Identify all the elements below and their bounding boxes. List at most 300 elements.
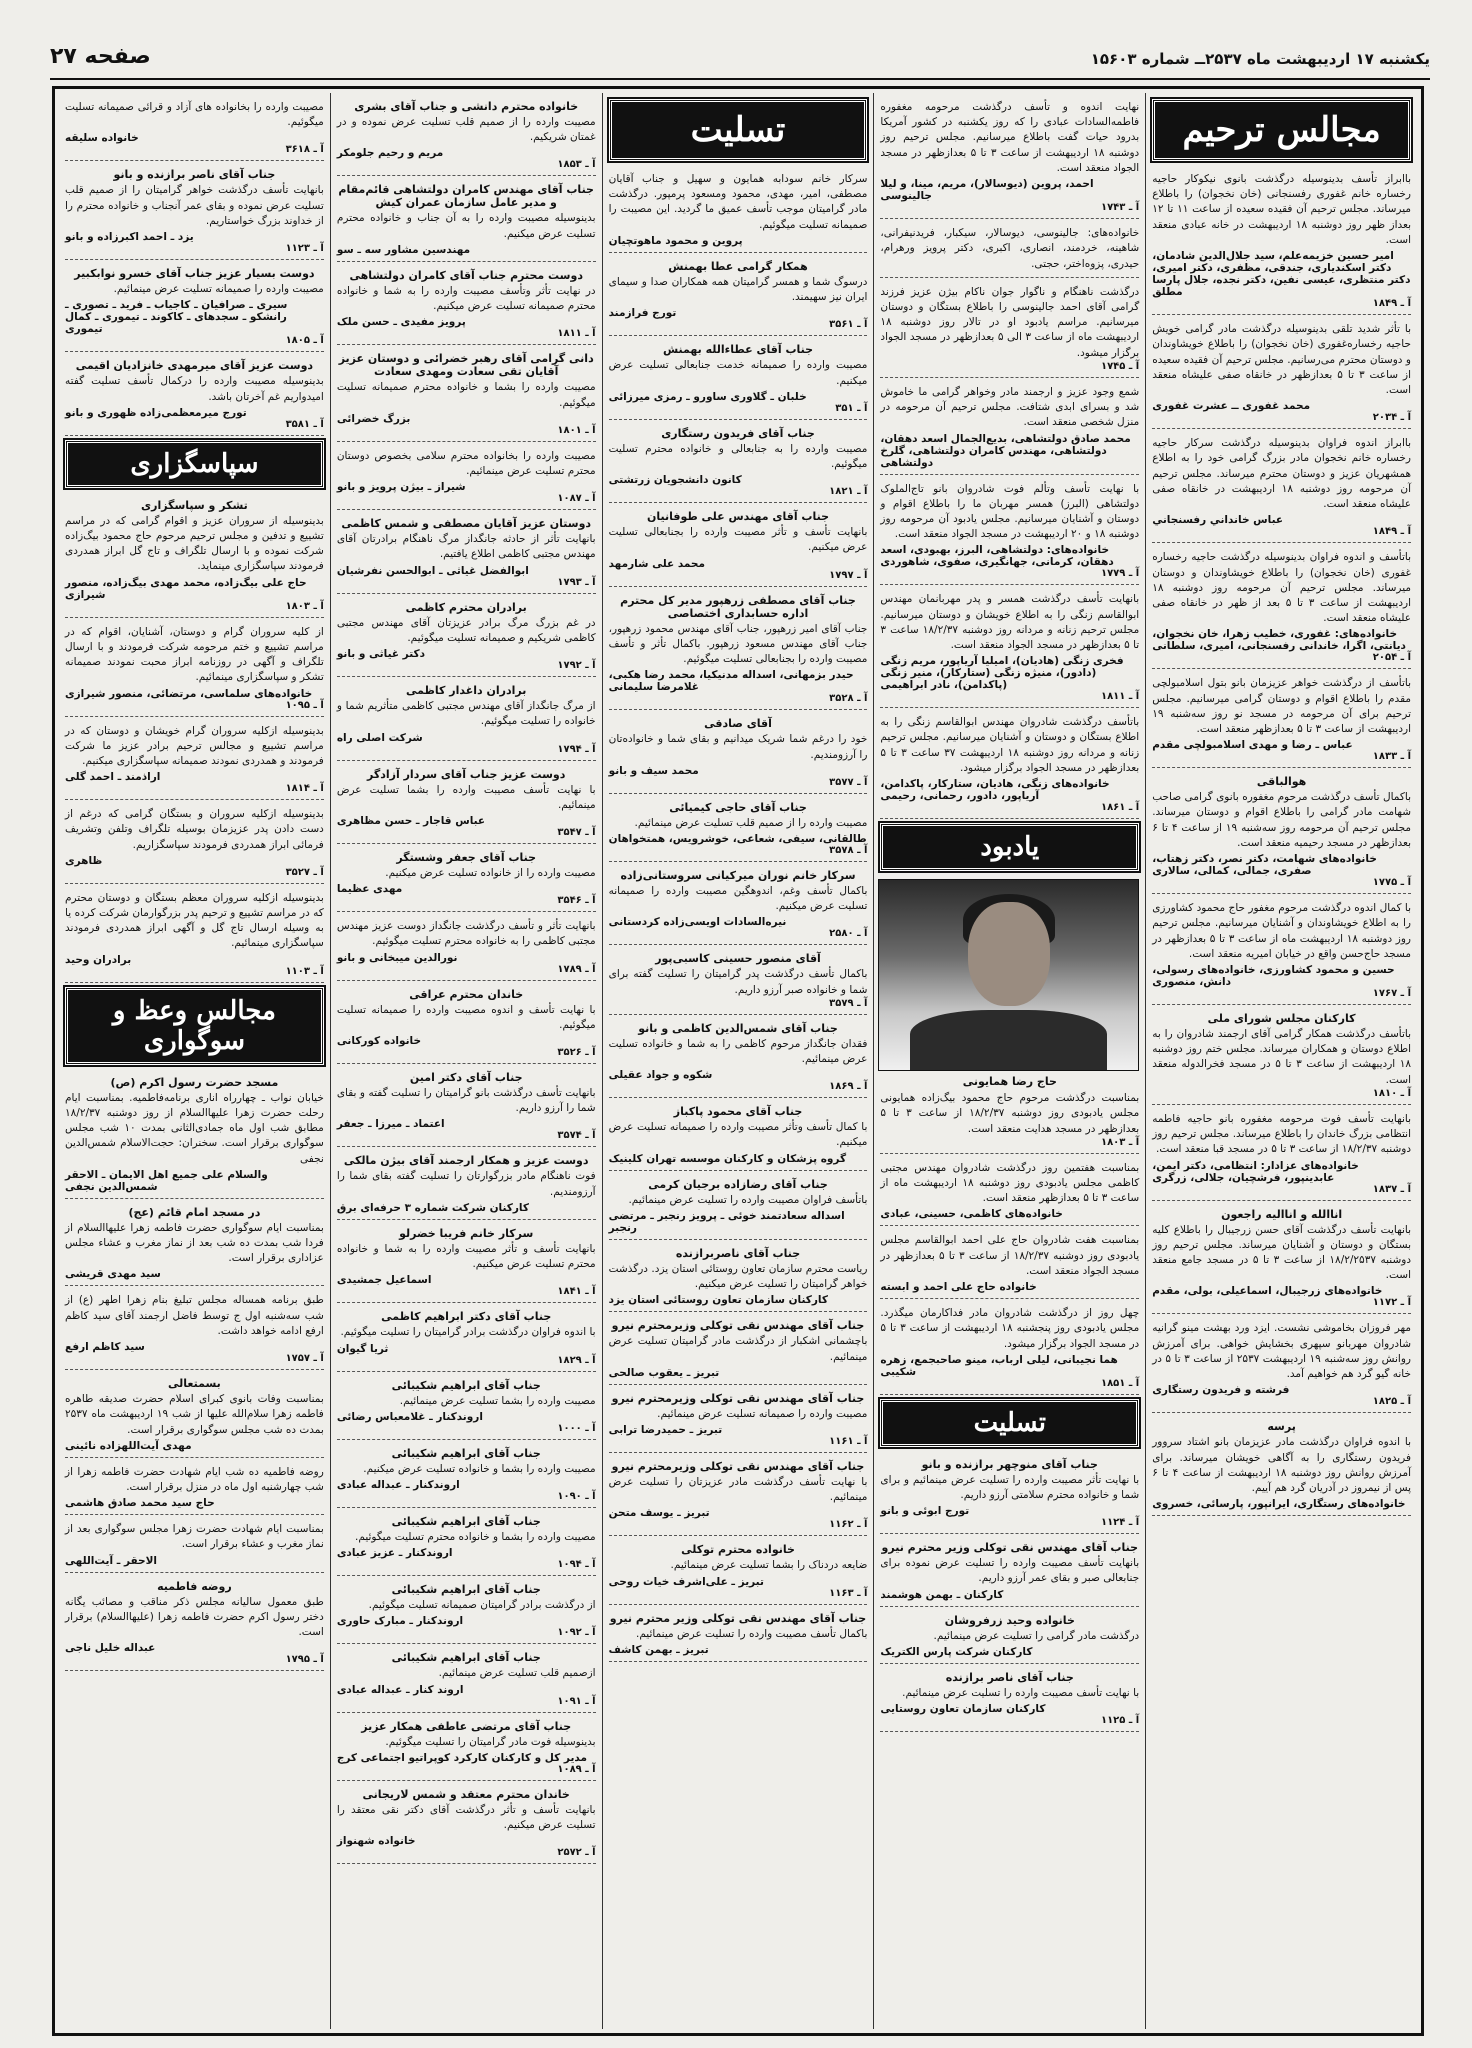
notice-code: آ ـ ۱۰۹۰	[557, 1491, 596, 1502]
notice-item	[609, 1019, 868, 1098]
notice-item	[337, 97, 596, 176]
notice-body: درگذشت مادر گرامی را تسلیت عرض مینمائیم.	[933, 1629, 1140, 1642]
notice-signature: والسلام علی جمیع اهل الایمان ـ الاحقر شمس‌الدین نجفی	[65, 1168, 268, 1193]
notice-body: ضایعه دردناک را بشما تسلیت عرض مینمائیم.	[670, 1559, 868, 1572]
notice-heading: جناب آقای حاجی کیمیائی	[669, 800, 807, 814]
notice-code: آ ـ ۱۰۹۲	[557, 1627, 596, 1639]
notice-code: آ ـ ۱۱۷۲	[1372, 1297, 1411, 1309]
notice-code: آ ـ ۱۸۲۱	[829, 486, 868, 498]
notice-item	[65, 1290, 324, 1370]
notice-body: باکمال تأسف درگذشت پدر گرامیتان را تسلیت گفته برای شما و خانواده صبر آرزو داریم.	[608, 968, 868, 996]
notice-item	[1152, 1205, 1411, 1315]
notice-signature: تبریز ـ یوسف متحن	[608, 1507, 710, 1520]
notice-item	[337, 446, 596, 510]
notice-body: باتأسف درگذشت شادروان مهندس ابوالقاسم زنگی را به اطلاع بستگان و دوستان و آشنایان میرسانیم. مجلس ترحیم زنانه و مردانه روز دوشنبه ۱۸ اردیبهشت ۳۷ ساعت ۳ تا ۵ بعدازظهر در مسجد الجواد برگزار میشود.	[880, 716, 1140, 774]
notice-signature: کارکنان شرکت شماره ۳ حرفه‌ای برق	[336, 1201, 529, 1214]
notice-signature: خانواده‌های زرجیبال، اسماعیلی، بولی، مقدم	[1152, 1285, 1383, 1298]
notice-item	[1152, 772, 1411, 894]
notice-item	[337, 266, 596, 345]
notices-list	[65, 1073, 324, 1672]
notices-list	[65, 496, 324, 983]
notice-item	[65, 356, 324, 435]
notice-item	[880, 479, 1139, 586]
notice-item	[337, 681, 596, 760]
notice-body: مصیبت وارده را بخانواده محترم سلامی بخصوص دوستان محترم تسلیت عرض مینمائیم.	[336, 449, 596, 477]
column-2	[873, 93, 1145, 2029]
notice-body: طبق معمول سالیانه مجلس ذکر مناقب و مصائب یگانه دختر رسول اکرم حضرت فاطمه زهرا (علیهاالسلام) برقرار است.	[65, 1595, 324, 1639]
notice-code: آ ـ ۱۷۹۲	[557, 660, 596, 672]
notice-code: آ ـ ۱۰۸۹	[557, 1763, 596, 1775]
notice-code: آ ـ ۳۵۲۶	[557, 1047, 596, 1059]
notice-body: باتأسف درگذشت همکار گرامی آقای ارجمند شادروان را به اطلاع دوستان و همکاران میرساند. مجلس ختم روز دوشنبه ۱۸ اردیبهشت از ساعت ۳ تا ۵ در مسجد فخرالدوله منعقد است.	[1152, 1028, 1412, 1086]
notice-body: ازصمیم قلب تسلیت عرض مینمائیم.	[438, 1667, 596, 1680]
notice-body: روضه فاطمیه ده شب ایام شهادت حضرت فاطمه زهرا از شب چهارشنبه اول ماه در منزل برقرار است.	[65, 1465, 324, 1493]
notice-item	[609, 1244, 868, 1312]
notice-body: مصیبت وارده را بشما و خانواده محترم تسلیت میگوئیم.	[355, 1531, 596, 1543]
notice-item	[65, 1073, 324, 1199]
notice-heading: جناب آقای مهندس نقی توکلی وزیرمحترم نیرو	[611, 1460, 865, 1473]
notice-signature: خانواده شهنواز	[336, 1835, 416, 1848]
notice-item	[337, 1648, 596, 1712]
notice-body: خیابان نواب ـ چهارراه اناری برنامه‌فاطمیه. بمناسبت ایام رحلت حضرت زهرا علیهاالسلام از روز دوشنبه ۱۸/۲/۳۷ مطابق شب اول ماه جمادی‌الثانی بمدت ۱۰ شب مجلس سوگواری برقرار است. سخنران: حجت‌الاسلام شمس‌الدین نجفی	[65, 1091, 324, 1165]
notice-body: بدینوسیله ازکلیه سروران معظم بستگان و دوستان محترم که در مراسم تشییع و ترحیم پدر بزرگوارمان شرکت کرده یا به وسیله ارسال تاج گل و آگهی ابراز همدردی فرمودند سپاسگزاری مینمائیم.	[65, 891, 324, 950]
notice-body: مصیبت وارده را بشما و خانواده محترم صمیمانه تسلیت میگوئیم.	[336, 381, 596, 409]
notice-code: آ ـ ۱۷۹۳	[557, 576, 596, 588]
notice-item	[880, 589, 1139, 708]
notice-code: آ ـ ۱۷۷۵	[1372, 877, 1411, 889]
notice-body: بمناسبت وفات بانوی کبرای اسلام حضرت صدیقه طاهره فاطمه زهرا سلام‌الله علیها از شب ۱۹ اردیبهشت ماه ۲۵۳۷ بمدت ده شب مجلس سوگواری برقرار است.	[65, 1393, 324, 1436]
issue-date: یکشنبه ۱۷ اردیبهشت ماه ۲۵۳۷ــ شماره ۱۵۶۰۳	[1090, 50, 1430, 68]
notice-code: آ ـ ۱۷۸۹	[557, 963, 596, 975]
notice-signature: شکوه و جواد عقیلی	[608, 1069, 713, 1082]
notice-item	[609, 507, 868, 586]
notice-heading: کارکنان مجلس شورای ملی	[1207, 1012, 1356, 1025]
notice-body: مصیبت وارده را از صمیم قلب تسلیت عرض مینمائیم.	[634, 816, 868, 829]
notice-code: آ ـ ۱۱۲۴	[1100, 1517, 1140, 1529]
photo-caption: حاج رضا همایونی	[962, 1075, 1057, 1089]
notice-signature: امیر حسین خزیمه‌علم، سید جلال‌الدین شادمان، دکتر اسکندیاری، جندقی، مظفری، دکتر امیری، دکتر منتظری، عیسی نفین، دکتر نجده، جلال پارسا مطلق	[1152, 250, 1411, 299]
notice-signature: حسین و محمود کشاورزی، خانواده‌های رسولی، دانش، منصوری	[1152, 964, 1395, 988]
notice-code: آ ـ ۲۵۸۰	[829, 928, 868, 940]
section-banner-vaz: مجالس وعظ و سوگواری	[65, 987, 324, 1065]
notice-body: با اندوه فراوان درگذشت مادر عزیزمان بانو اشتاد سروور فریدون رستگاری را به آگاهی خویشان میرساند. برای آمرزش روانش روز دوشنبه ۱۸ اردیبهشت از ساعت ۴ تا ۶ پس از نیمروز در آدریان گرد هم آییم.	[1152, 1436, 1411, 1494]
notice-item	[337, 349, 596, 441]
notice-heading: جناب آقای شمس‌الدین کاظمی و بانو	[638, 1021, 838, 1035]
notice-signature: اعتماد ـ میرزا ـ جعفر	[336, 1118, 445, 1131]
notice-code: آ ـ ۱۱۶۱	[829, 1436, 868, 1447]
notice-body: بمناسبت هفت شادروان حاج علی احمد ابوالقاسم مجلس یادبودی روز دوشنبه ۱۸/۲/۳۷ از ساعت ۳ تا ۵ بعدازظهر در مسجد الجواد منعقد است.	[880, 1234, 1140, 1277]
notice-heading: جناب آقای عطاءالله بهمنش	[662, 343, 814, 357]
notice-item	[337, 1785, 596, 1864]
notice-heading: خاندان محترم معتقد و شمس لاریجانی	[362, 1787, 570, 1801]
notice-item	[609, 1102, 868, 1170]
notice-code: آ ـ ۱۱۶۳	[829, 1587, 868, 1599]
notice-body: ریاست محترم سازمان تعاون روستائی استان یزد. درگذشت خواهر گرامیتان را تسلیت عرض میکنیم.	[608, 1262, 868, 1291]
notice-heading: جناب آقای ابراهیم شکیبائی	[391, 1651, 541, 1665]
notice-heading: جناب آقای مهندس علی طوفانیان	[646, 510, 830, 524]
notice-signature: یزد ـ احمد اکبرزاده و بانو	[65, 231, 194, 244]
notice-item	[337, 985, 596, 1064]
notice-body: خود را درغم شما شریک میدانیم و بقای شما و خانواده‌تان را آرزومندیم.	[608, 733, 868, 761]
notice-body: مصیبت وارده را از صمیم قلب تسلیت عرض نموده و در غمتان شریکیم.	[336, 116, 596, 144]
notice-heading: جناب آقای ابراهیم شکیبائی	[391, 1378, 541, 1392]
notice-body: فقدان جانگداز مرحوم کاظمی را به شما و خانواده تسلیت عرض مینمائیم.	[608, 1037, 868, 1066]
notice-code: آ ـ ۱۸۵۳	[557, 159, 596, 171]
notice-code: آ ـ ۱۰۹۴	[557, 1559, 596, 1571]
notice-item	[880, 712, 1139, 819]
notice-body: مصیبت وارده را صمیمانه تسلیت عرض مینمائیم.	[657, 1407, 868, 1420]
portrait-suit	[910, 1010, 1107, 1070]
column-3	[602, 93, 874, 2029]
notice-body: با نهایت تأثر مصیبت وارده را تسلیت عرض مینمائیم و برای شما و خانواده محترم سلامتی آرزو داریم.	[880, 1473, 1140, 1501]
notice-body: باکمال تأسف درگذشت مرحوم مغفوره بانوی گرامی صاحب شهامت مادر گرامی را باطلاع اقوام و دوستان میرساند. مجلس ترحیم آن مرحومه روز سه‌شنبه ۱۹ از ساعت ۴ تا ۶ بعدازظهر در مسجد رحیمیه منعقد است.	[1152, 791, 1411, 849]
notice-body: باتأسف و اندوه فراوان بدینوسیله درگذشت حاجیه رخساره غفوری (خان نخجوان) را باطلاع خویشاوندان و دوستان میرساند. مجلس ترحیم آن مرحومه روز دوشنبه ۱۸ اردیبهشت از ساعت ۳ تا ۵ بعد از ظهر در خانقاه صفی علیشاه منعقد است.	[1152, 551, 1411, 625]
notice-item	[1152, 547, 1411, 669]
notice-heading: خاندان محترم عراقی	[409, 987, 524, 1001]
notice-body: از درگذشت برادر گرامیتان صمیمانه تسلیت میگوئیم.	[368, 1599, 596, 1612]
notice-heading: جناب آقای ابراهیم شکیبائی	[391, 1515, 541, 1528]
notice-code: آ ـ ۳۵۱	[835, 402, 868, 414]
notice-body: بانهایت تأثر و تأسف درگذشت جانگداز دوست عزیز مهندس مجتبی کاظمی را به خانواده محترم تسلیت میگوئیم.	[336, 920, 596, 948]
notice-item	[609, 591, 868, 711]
notice-body: سرکار خانم سودابه همایون و سهیل و جناب آقایان مصطفی، امیر، مهدی، محمود ومسعود پرمپور. درگذشت مادر گرامیتان موجب تأسف عمیق ما گردید. این مصیبت را صمیمانه تسلیت میگوئیم.	[608, 173, 868, 231]
section-banner-tasliat-2: تسلیت	[880, 1399, 1139, 1447]
notice-code: آ ـ ۱۸۳۷	[1372, 1183, 1411, 1195]
notice-item	[337, 1444, 596, 1508]
notice-body: فوت ناهنگام مادر بزرگوارتان را تسلیت گفته بقای شما را آرزومندیم.	[336, 1170, 596, 1198]
notice-code: آ ـ ۲۵۷۲	[557, 1847, 596, 1859]
notice-item	[337, 1580, 596, 1644]
notice-signature: خانواده‌های کاظمی، حسینی، عبادی	[880, 1208, 1063, 1221]
notice-item	[1152, 1009, 1411, 1105]
notice-heading: برادران داغدار کاظمی	[406, 684, 527, 698]
notice-item	[880, 282, 1139, 378]
notice-body: از مرگ جانگداز آقای مهندس مجتبی کاظمی متأثریم شما و خانواده را تسلیت میگوئیم.	[336, 700, 596, 728]
notice-code: آ ـ ۳۵۷۷	[829, 776, 868, 788]
notice-signature: تبریز ـ بهمن کاشف	[608, 1643, 709, 1656]
notice-code: آ ـ ۱۰۸۷	[557, 493, 596, 505]
notice-item	[65, 97, 324, 161]
notice-signature: کارکنان شرکت پارس الکتریک	[880, 1645, 1033, 1658]
notice-heading: خانواده محترم دانشی و جناب آقای بشری	[354, 100, 579, 113]
notice-heading: دوست محترم جناب آقای کامران دولتشاهی	[349, 268, 583, 282]
notice-body: مصیبت وارده را بشما و خانواده تسلیت عرض میکنیم.	[363, 1462, 596, 1475]
notice-heading: جناب آقای مهندس کامران دولتشاهی قائم‌مقام و مدیر عامل سازمان عمران کیش	[338, 183, 594, 210]
notice-item	[65, 1374, 324, 1458]
notice-code: آ ـ ۱۸۴۱	[557, 1286, 596, 1298]
column-4	[330, 93, 602, 2029]
notice-signature: اروندکنار ـ عزیز عبادی	[336, 1547, 453, 1560]
notice-signature: نورالدین میبخانی و بانو	[336, 951, 458, 964]
notice-signature: احمد، پروین (دیوسالار)، مریم، مینا، و لیلا جالینوسی	[880, 178, 1094, 203]
notice-heading: برادران محترم کاظمی	[405, 600, 527, 614]
notice-code: آ ـ ۱۸۵۱	[1100, 1377, 1140, 1389]
notice-signature: شیراز ـ بیژن پرویز و بانو	[336, 481, 466, 494]
section-banner-sepasgozari: سپاسگزاری	[65, 440, 324, 488]
notice-code: آ ـ ۱۸۰۳	[1100, 1136, 1140, 1148]
notice-body: مصیبت وارده را صمیمانه خدمت جنابعالی تسلیت عرض میکنیم.	[608, 359, 868, 387]
notice-signature: عبداله خلیل ناجی	[65, 1642, 156, 1655]
notice-body: بانهایت تأسف درگذشت بانو گرامیتان را تسلیت گفته و بقای شما را آرزو داریم.	[336, 1087, 596, 1115]
notice-signature: تبریز ـ حمیدرضا ترابی	[608, 1424, 723, 1436]
notice-body: بمناسبت ایام سوگواری حضرت فاطمه زهرا علیهاالسلام از فردا شب بمدت ده شب بعد از نماز مغرب و عشاء مجلس عزاداری برقرار است.	[65, 1221, 324, 1265]
notice-body: بانهایت تأسف درگذشت خواهر گرامیتان را از صمیم قلب تسلیت عرض نموده و بقای عمر آنجناب و خانواده محترم را از خداوند بزرگ خواستاریم.	[65, 184, 324, 227]
notice-signature: خانواده‌های رستگاری، ایرانپور، پارسائی، خسروی	[1152, 1498, 1406, 1511]
notice-code: آ ـ ۱۷۹۷	[829, 569, 868, 581]
notice-signature: خانواده سلیقه	[65, 132, 139, 145]
notice-heading: جناب آقای ابراهیم شکیبائی	[391, 1446, 541, 1460]
notice-item	[337, 180, 596, 261]
notice-item	[880, 1611, 1139, 1664]
notice-item	[609, 169, 868, 253]
notice-signature: اروندکنار ـ مبارک حاوری	[336, 1615, 464, 1628]
notice-signature: خانواده‌های سلماسی، مرتضائی، منصور شیرازی	[65, 687, 313, 700]
columns	[59, 93, 1417, 2029]
notice-item	[337, 1224, 596, 1303]
notice-signature: سید کاظم ارفع	[65, 1341, 145, 1354]
notice-heading: پرسه	[1267, 1420, 1296, 1434]
notice-code: آ ـ ۳۵۷۸	[829, 844, 868, 856]
notices-list	[880, 1455, 1139, 1732]
notice-heading: خانواده محترم توکلی	[681, 1543, 795, 1557]
notice-signature: اسداله سعادتمند خوئی ـ پرویز رنجبر ـ مرتضی رنجبر	[608, 1209, 845, 1234]
notice-signature: اراذمند ـ احمد گلی	[65, 771, 161, 784]
notice-signature: اروندکنار ـ غلامعباس رضائی	[336, 1410, 483, 1423]
notice-body: بدینوسیله ازکلیه سروران گرام خویشان و دوستان که در مراسم تشییع و مجالس ترحیم برادر عزیز ما شرکت فرمودند و همدردی نمودند صمیمانه سپاسگزاری میکنیم.	[65, 724, 324, 767]
notice-code: آ ـ ۳۵۷۹	[829, 997, 868, 1009]
notice-code: آ ـ ۱۷۹۵	[285, 1654, 324, 1666]
notice-heading: جناب آقای ابراهیم شکیبائی	[391, 1583, 541, 1597]
notice-signature: اروندکنار ـ عبداله عبادی	[336, 1479, 460, 1491]
notice-body: مصیبت وارده را به جنابعالی و خانواده محترم تسلیت میگوئیم.	[608, 442, 868, 470]
notice-signature: ابوالفضل غیاثی ـ ابوالحسن نفرشیان	[336, 564, 529, 577]
notice-body: بدینوسیله فوت مادر گرامیتان را تسلیت میگوئیم.	[385, 1735, 596, 1748]
notice-heading: هوالباقی	[1256, 775, 1307, 789]
notice-heading: تشکر و سپاسگزاری	[141, 498, 248, 512]
notice-heading: خانواده وحید زرفروشان	[944, 1613, 1075, 1627]
notice-heading: جناب آقای مهندس نقی توکلی وزیر محترم نیرو	[609, 1611, 867, 1625]
notice-heading: جناب آقای فریدون رستگاری	[661, 426, 815, 440]
notice-code: آ ـ ۱۸۰۳	[285, 600, 324, 612]
notice-item	[65, 264, 324, 352]
notice-body: بدینوسیله ازکلیه سروران و بستگان گرامی که درغم از دست دادن پدر عزیزمان بوسیله تلگراف وتلفن وتشریف فرمائی ابراز همدردی فرمودند سپاسگزاریم.	[65, 808, 324, 851]
notices-list	[65, 97, 324, 436]
notice-body: بانهایت تأسف مصیبت وارده را تسلیت عرض نموده برای جنابعالی صبر و بقای عمر آرزو داریم.	[880, 1557, 1140, 1585]
notice-signature: شرکت اصلی راه	[336, 731, 423, 744]
notice-item	[337, 1068, 596, 1147]
notice-heading: مسجد حضرت رسول اکرم (ص)	[110, 1075, 279, 1089]
notice-heading: دوستان عزیز آقایان مصطفی و شمس کاظمی	[341, 517, 592, 531]
notice-code: آ ـ ۱۷۷۹	[1100, 568, 1140, 580]
notice-body: مصیبت وارده را بشما تسلیت عرض مینمائیم.	[399, 1394, 596, 1407]
notice-signature: تورج فرازمند	[608, 307, 677, 320]
notice-body: با نهایت تأسف وتألم فوت شادروان بانو تاج‌الملوک دولتشاهی (البرز) همسر مهربان ما را باطلاع اقوام و دوستان و آشنایان میرسانیم. مجلس یادبود آن مرحومه روز دوشنبه ۱۸ و ۲۰ اردیبهشت در مسجد الجواد منعقد است.	[880, 482, 1140, 541]
notice-item	[880, 1668, 1139, 1732]
notice-body: در نهایت تأثر وتأسف مصیبت وارده را به شما و خانواده محترم صمیمانه تسلیت عرض میکنیم.	[336, 284, 596, 313]
page-header	[50, 42, 1430, 80]
notice-item	[337, 1376, 596, 1440]
notice-heading: دانی گرامی آقای رهبر خضرائی و دوستان عزیز آقایان تقی سعادت ومهدی سعادت	[338, 352, 594, 379]
notice-signature: محمد صادق دولتشاهی، بدیع‌الجمال اسعد دهقان، دولتشاهی، مهندس کامران دولتشاهی، گلرخ دولتشاهی	[880, 432, 1131, 469]
notice-item	[1152, 898, 1411, 1005]
notice-item	[65, 804, 324, 884]
notice-heading: جناب آقای مصطفی زرهپور مدیر کل محترم اداره حسابداری اختصاصی	[620, 593, 856, 620]
notice-item	[1152, 319, 1411, 429]
notice-item	[337, 1717, 596, 1781]
notice-code: آ ـ ۱۸۱۴	[285, 783, 324, 795]
notice-code: آ ـ ۱۸۰۵	[285, 335, 324, 347]
notice-code: آ ـ ۱۰۹۵	[285, 699, 324, 711]
notice-heading: دوست عزیز جناب آقای سردار آزادگر	[367, 767, 566, 781]
notice-code: آ ـ ۱۷۴۵	[1100, 360, 1140, 372]
notice-code: آ ـ ۱۱۲۵	[1100, 1715, 1140, 1727]
notice-body: بانهایت تأثر از حادثه جانگداز مرگ ناهنگام برادرتان آقای مهندس مجتبی کاظمی اطلاع یافتیم.	[336, 533, 596, 561]
notice-signature: کانون دانشجویان زرتشتی	[608, 474, 742, 487]
notice-signature: الاحقر ـ آیت‌اللهی	[65, 1554, 158, 1567]
notice-signature: پرویز مفیدی ـ حسن ملک	[336, 316, 466, 329]
notice-heading: جناب آقای ناصربرازنده	[675, 1246, 801, 1260]
notice-body: باابراز تأسف بدینوسیله درگذشت بانوی نیکوکار حاجیه رخساره خانم غفوری رفسنجانی (خان نخجوان) را باطلاع میرساند. مجلس ترحیم آن فقیده سعیده از ساعت ۱۱ تا ۱۲ بعداز ظهر روز دوشنبه ۱۸ اردیبهشت در خانه عبادی منعقد است.	[1152, 173, 1412, 246]
notice-signature: کارکنان سازمان تعاون روستایی	[880, 1703, 1046, 1716]
notice-signature: خانواده کورکانی	[336, 1035, 422, 1048]
notices-list	[337, 97, 596, 1864]
column-1	[1145, 93, 1417, 2029]
notice-item	[65, 1203, 324, 1287]
notice-body: شمع وجود عزیز و ارجمند مادر وخواهر گرامی ما خاموش شد و بسرای ابدی شتافت. مجلس ترحیم آن مرحومه در منزل شخصی منعقد است.	[880, 385, 1140, 429]
notice-body: نهایت اندوه و تأسف درگذشت مرحومه مغفوره فاطمه‌السادات عبادی را که روز یکشنبه در کشور آمریکا بدرود حیات گفت باطلاع میرسانیم. مجلس ترحیم روز دوشنبه ۱۸ اردیبهشت از ساعت ۳ تا ۵ بعدازظهر در مسجد الجواد منعقد است.	[880, 101, 1140, 174]
notice-heading: بسمتعالی	[168, 1377, 221, 1391]
notice-signature: تورج میرمعظمی‌زاده ظهوری و بانو	[65, 406, 247, 419]
notice-body: با نهایت تأسف درگذشت مادر عزیزتان را تسلیت عرض مینمائیم.	[608, 1476, 868, 1504]
notice-item	[609, 949, 868, 1014]
notice-heading: جناب آقای دکتر ابراهیم کاظمی	[381, 1310, 552, 1324]
notice-heading: سرکار خانم فریبا خضرلو	[399, 1226, 534, 1240]
notice-signature: هما نجیبانی، لیلی ارباب، مینو صاحبجمع، زهره شکیبی	[880, 1353, 1118, 1378]
notice-signature: محمد غفوری ــ عشرت غفوری	[1152, 400, 1311, 413]
notice-code: آ ـ ۱۷۹۴	[557, 743, 596, 755]
notice-item	[609, 1316, 868, 1384]
notice-heading: روضه فاطمیه	[157, 1579, 232, 1593]
notice-item	[609, 257, 868, 336]
notice-body: بدینوسیله مصیبت وارده را درکمال تأسف تسلیت گفته امیدواریم غم آخرتان باشد.	[65, 375, 324, 403]
notice-item	[609, 1540, 868, 1604]
notice-item	[609, 1389, 868, 1453]
notice-code: آ ـ ۱۷۴۳	[1100, 202, 1140, 214]
notice-heading: سرکار خانم نوران میرکیانی سروستانی‌زاده	[620, 868, 856, 882]
notice-body: باچشمانی اشکبار از درگذشت مادر گرامیتان تسلیت عرض مینمائیم.	[608, 1335, 868, 1363]
notice-item	[337, 1512, 596, 1576]
notice-heading: جناب آقای دکتر امین	[409, 1071, 523, 1085]
notice-body: بمناسبت ایام شهادت حضرت زهرا مجلس سوگواری بعد از نماز مغرب و عشاء برقرار است.	[65, 1523, 324, 1551]
notice-signature: خانواده‌های شهامت، دکتر نصر، دکتر زهتاب، صفری، جمالی، کمالی، سالاری	[1152, 853, 1377, 878]
notice-signature: اسماعیل جمشیدی	[336, 1274, 432, 1287]
notice-body: باکمال تأسف وغم، اندوهگین مصیبت وارده را صمیمانه تسلیت عرض میکنیم.	[608, 884, 868, 913]
section-banner-majales-tarhim: مجالس ترحیم	[1152, 99, 1411, 161]
notice-heading: آقای منصور حسینی کاسبی‌پور	[655, 952, 821, 966]
notice-item	[609, 798, 868, 862]
page-number: صفحه ۲۷	[50, 44, 151, 69]
notice-body: با اندوه فراوان درگذشت برادر گرامیتان را تسلیت میگوئیم.	[340, 1326, 596, 1339]
notice-body: جناب آقای امیر زرهپور، جناب آقای مهندس محمود زرهپور، جناب آقای مهندس مسعود زرهپور. باکمال تأثر و تأسف مصیبت وارده را بجنابعالی تسلیت میگوئیم.	[608, 622, 868, 666]
notice-item	[337, 848, 596, 912]
notice-item	[609, 1175, 868, 1240]
notice-code: آ ـ ۳۵۷۴	[557, 1130, 596, 1142]
notice-body: بمناسبت درگذشت مرحوم حاج محمود بیگ‌زاده همایونی مجلس یادبودی روز دوشنبه ۱۸/۲/۳۷ از ساعت ۳ تا ۵ بعدازظهر در مسجد هدایت منعقد است.	[880, 1092, 1140, 1135]
notice-item	[880, 223, 1139, 278]
notice-signature: طالقانی، سیفی، شعاعی، خوشرویس، همتخواهان	[608, 832, 867, 845]
notice-item	[609, 714, 868, 793]
notice-signature: سید مهدی قریشی	[65, 1268, 161, 1281]
notice-signature: مهندسین مشاور سه ـ سو	[336, 243, 471, 256]
notice-body: بانهایت تأسف و تأثر مصیبت وارده را بجنابعالی تسلیت عرض میکنیم.	[608, 526, 868, 554]
notice-signature: مهدی عظیما	[336, 883, 403, 896]
notice-body: خانواده‌های: جالینوسی، دیوسالار، سیکبار، فریدنیفرانی، شاهینه، خردمند، انصاری، اکبری، دکتر پرویز ورهرام، حیدری، پزوه‌اختر، حجتی.	[880, 227, 1140, 270]
notice-signature: حاج علی بیگ‌زاده، محمد مهدی بیگ‌زاده، منصور شیرازی	[65, 576, 307, 601]
notice-item	[880, 1158, 1139, 1227]
notice-heading: دوست عزیز و همکار ارجمند آقای بیژن مالکی	[343, 1154, 589, 1168]
notice-signature: حیدر بزمهانی، اسداله مدنیکیا، محمد رضا هکبی، غلامرضا سلیمانی	[608, 669, 854, 694]
notice-heading: اناالله و اناالیه راجعون	[1221, 1207, 1343, 1221]
notice-signature: بزرگ خضرائی	[336, 412, 411, 425]
notice-item	[880, 1303, 1139, 1395]
notice-body: مهر فروزان بخاموشی نشست. ایزد ورد بهشت مینو گرانیه شادروان مهربانو سپهری بخشایش خواهی. برای آمرزش روانش روز سه‌شنبه ۱۹ اردیبهشت ۲۵۳۷ از ساعت ۳ تا ۵ در خانه گیو گرد هم خواهیم آمد.	[1152, 1322, 1411, 1381]
notice-signature: خانواده حاج علی احمد و ابسته	[880, 1281, 1037, 1294]
notice-body: مصیبت وارده را بخانواده های آزاد و قرائی صمیمانه تسلیت میگوئیم.	[65, 101, 324, 129]
notice-signature: کارکنان سازمان تعاون روستائی استان یزد	[608, 1294, 828, 1307]
notice-signature: حاج سید محمد صادق هاشمی	[65, 1497, 215, 1510]
notice-body: بمناسبت هفتمین روز درگذشت شادروان مهندس مجتبی کاظمی مجلس یادبودی روز دوشنبه ۱۸ اردیبهشت ماه از ساعت ۳ تا ۵ بعدازظهر منعقد است.	[880, 1161, 1140, 1205]
notice-body: باتأسف فراوان مصیبت وارده را تسلیت عرض مینمائیم.	[628, 1193, 868, 1206]
notice-item	[880, 1538, 1139, 1606]
notice-code: آ ـ ۱۱۶۲	[829, 1519, 868, 1531]
notice-signature: محمد علی شارمهد	[608, 557, 705, 570]
notice-signature: اروند کنار ـ عبداله عبادی	[336, 1683, 464, 1696]
notices-list	[609, 169, 868, 1662]
notice-heading: در مسجد امام قائم (عج)	[128, 1205, 261, 1219]
notice-body: بانهایت تأسف و تأثر مصیبت وارده را به شما و خانواده محترم تسلیت عرض میکنیم.	[336, 1242, 596, 1271]
notice-item	[1152, 169, 1411, 315]
notice-heading: جناب آقای ناصر برازنده و بانو	[113, 168, 276, 182]
notice-signature: نیره‌السادات اویسی‌زاده کردستانی	[608, 916, 787, 929]
notice-code: آ ـ ۳۵۲۷	[285, 866, 324, 878]
notice-code: آ ـ ۱۰۰۰	[557, 1422, 596, 1434]
notice-code: آ ـ ۳۵۸۱	[285, 418, 324, 430]
notice-body: با نهایت تأسف و اندوه مصیبت وارده را صمیمانه تسلیت میگوئیم.	[336, 1003, 596, 1031]
notice-signature: مریم و رحیم جلومکر	[336, 147, 444, 160]
notice-item	[1152, 673, 1411, 768]
notice-signature: تورج ابوئی و بانو	[880, 1505, 970, 1518]
notice-signature: کارکنان ـ بهمن هوشمند	[880, 1588, 1004, 1601]
notice-body: درسوگ شما و همسر گرامیتان همه همکاران صدا و سیمای ایران نیز سهیمند.	[608, 275, 868, 304]
notice-body: باکمال تأسف مصیبت وارده را تسلیت عرض مینمائیم.	[635, 1627, 868, 1640]
notice-item	[880, 1230, 1139, 1299]
notice-item	[337, 1151, 596, 1219]
notice-body: بدینوسیله از سروران عزیز و اقوام گرامی که در مراسم تشییع و تدفین و مجلس ترحیم مرحوم حاج محمود بیگ‌زاده شرکت نموده و با ارسال تلگراف و تاج گل ابراز همدردی فرمودند سپاسگزاری مینماید.	[65, 514, 324, 573]
notice-code: آ ـ ۳۵۶۱	[829, 319, 868, 331]
notice-code: آ ـ ۲۰۵۴	[1372, 652, 1411, 664]
notice-body: باتأسف از درگذشت خواهر عزیزمان بانو بتول اسلامبولچی مقدم را باطلاع اقوام و دوستان گرامی میرسانیم. مجلس ترحیم برای آن مرحومه در مسجد نو روز سه‌شنبه ۱۹ اردیبهشت از ساعت ۳ تا ۵ بعدازظهر منعقد است.	[1152, 677, 1411, 736]
notice-code: آ ـ ۱۸۶۹	[829, 1081, 868, 1093]
notice-item	[65, 1519, 324, 1572]
notice-item	[65, 721, 324, 801]
notice-body: چهل روز از درگذشت شادروان مادر فداکارمان میگذرد. مجلس یادبودی روز پنجشنبه ۱۸ اردیبهشت از ساعت ۳ تا ۵ در مسجد الجواد برگزار میشود.	[880, 1307, 1140, 1350]
notice-signature: عباس قاجار ـ حسن مظاهری	[336, 814, 486, 827]
notice-item	[337, 916, 596, 980]
notice-code: آ ـ ۱۸۱۱	[557, 328, 596, 340]
notice-signature: فرشته و فریدون رستگاری	[1152, 1384, 1290, 1397]
notice-body: با تأثر شدید تلقی بدینوسیله درگذشت مادر گرامی خویش حاجیه رخساره‌غفوری (خان نخجوان) را باطلاع خویشاوندان و دوستان محترم می‌رسانیم. مجلس ترحیم آن فقیده سعیده از ساعت ۳ تا ۵ بعدازظهر در خانقاه صفی علیشاه منعقد است.	[1152, 323, 1412, 396]
notice-body: بانهایت تأسف درگذشت آقای حسن زرجیبال را باطلاع کلیه بستگان و دوستان و آشنایان میرساند. مجلس ترحیم روز دوشنبه ۱۸/۲/۲۵۳۷ از ساعت ۳ تا ۵ در مسجد جامع منعقد است.	[1152, 1223, 1412, 1282]
